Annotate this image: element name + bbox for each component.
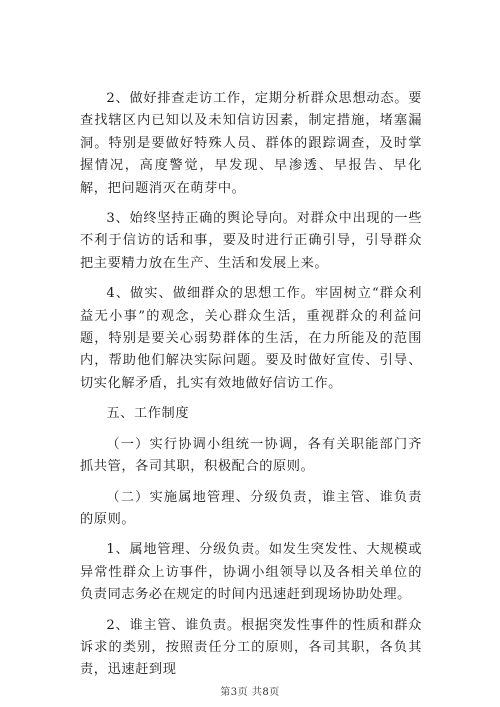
paragraph-2: 3、始终坚持正确的舆论导向。对群众中出现的一些不利于信访的话和事，要及时进行正确引导，引导群众把主要精力放在生产、生活和发展上来。 [80, 211, 422, 271]
page-number-footer: 第3页 共8页 [220, 687, 280, 698]
section-heading: 五、工作制度 [106, 406, 190, 422]
paragraph-4: （一）实行协调小组统一协调，各有关职能部门齐抓共管，各司其职，积极配合的原则。 [80, 436, 422, 475]
paragraph-7: 2、谁主管、谁负责。根据突发性事件的性质和群众诉求的类别，按照责任分工的原则，各司其职，各负其责，迅速赶到现 [80, 617, 422, 678]
paragraph-6: 1、属地管理、分级负责。如发生突发性、大规模或异常性群众上访事件，协调小组领导以及各相关单位的负责同志务必在规定的时间内迅速赶到现场协助处理。 [80, 542, 422, 603]
document-body [80, 88, 422, 682]
paragraph-1: 2、做好排查走访工作，定期分析群众思想动态。要查找辖区内已知以及未知信访因素，制定措施，堵塞漏洞。特别是要做好特殊人员、群体的跟踪调查，及时掌握情况，高度警觉，早发现、早渗透、早报告、早化解，把问题消灭在萌芽中。 [80, 91, 422, 196]
paragraph-5: （二）实施属地管理、分级负责，谁主管、谁负责的原则。 [80, 489, 422, 527]
paragraph-3: 4、做实、做细群众的思想工作。牢固树立“群众利益无小事”的观念，关心群众生活，重视群众的利益问题，特别是要关心弱势群体的生活，在力所能及的范围内，帮助他们解决实际问题。要及时做好宣传、引导、切实化解矛盾，扎实有效地做好信访工作。 [80, 286, 422, 391]
